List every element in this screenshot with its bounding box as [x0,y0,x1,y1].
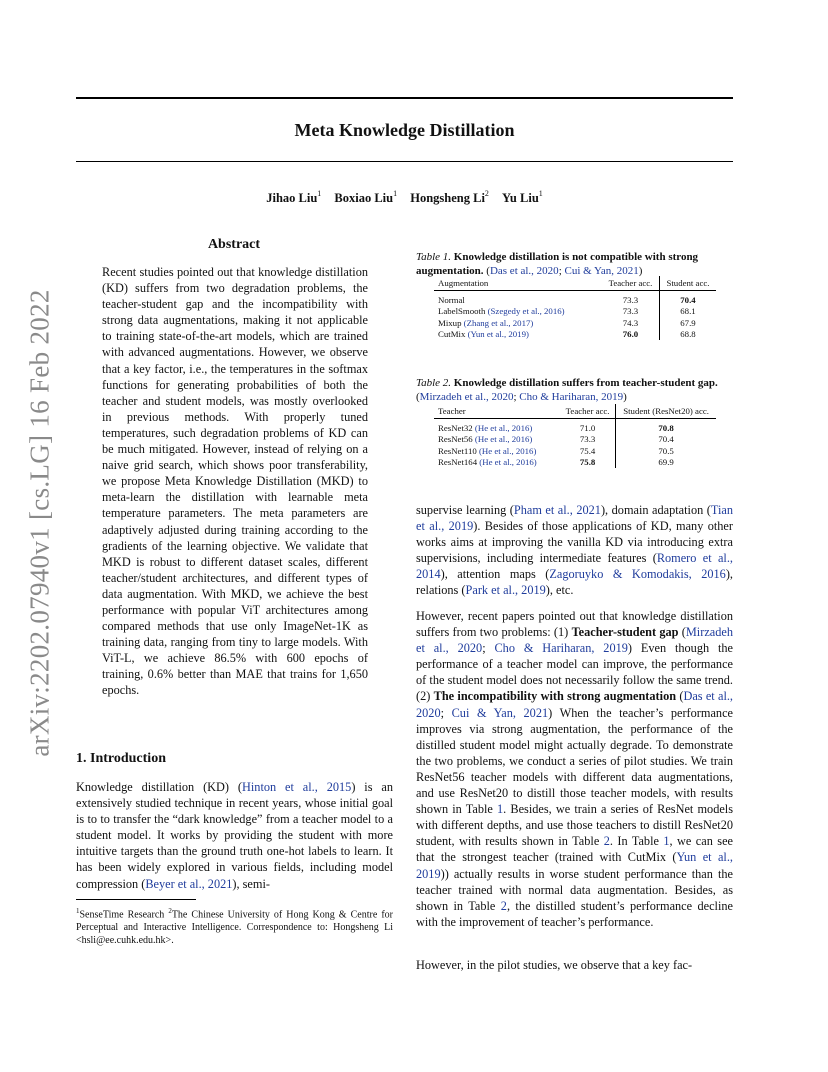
table1 [434,276,716,340]
table-row: ResNet110 (He et al., 2016) 75.4 70.5 [434,445,716,457]
citation-link[interactable]: Das et al., 2020 [416,689,734,720]
citation-link[interactable]: Cho & Hariharan, 2019 [519,391,624,403]
section-heading-introduction: 1. Introduction [76,751,166,766]
table-header: Student (ResNet20) acc. [616,404,716,419]
citation-link[interactable]: Mirzadeh et al., 2020 [419,391,514,403]
citation-link[interactable]: Pham et al., 2021 [513,503,601,517]
table1-caption: Table 1. Knowledge distillation is not compatible with strong augmentation. (Das et al., 2020; Cui & Yan, 2021) [416,251,699,277]
table-row: Normal 73.3 70.4 [434,291,716,306]
table-ref-link[interactable]: 2 [603,834,610,849]
table-row: CutMix (Yun et al., 2019) 76.0 68.8 [434,329,716,341]
intro-paragraph: Knowledge distillation (KD) (Hinton et al., 2015) is an extensively studied technique in recent years, whose initial goal is to to transfer the “dark knowledge” from a teacher model to a student model. It works by providing the student with more intuitive targets than the ground truth one-hot labels to learn. It has been widely explored in various fields, including model compression (Beyer et al., 2021), semi- [76,780,393,891]
citation-link[interactable]: Cui & Yan, 2021 [564,265,639,277]
table-row: LabelSmooth (Szegedy et al., 2016) 73.3 68.1 [434,306,716,318]
citation-link[interactable]: Beyer et al., 2021 [145,876,233,891]
title-bottom-rule [76,161,733,162]
arxiv-watermark: arXiv:2202.07940v1 [cs.LG] 16 Feb 2022 [24,288,55,757]
citation-link[interactable]: (He et al., 2016) [478,445,537,456]
citation-link[interactable]: Park et al., 2019 [465,583,546,598]
author-list [76,191,733,206]
table-ref-link[interactable]: 1 [497,802,504,817]
citation-link[interactable]: (He et al., 2016) [474,422,533,433]
body-paragraph: However, in the pilot studies, we observe that a key fac- [416,958,693,972]
table-row: ResNet56 (He et al., 2016) 73.3 70.4 [434,434,716,446]
citation-link[interactable]: (Zhang et al., 2017) [463,317,534,328]
body-paragraph: However, recent papers pointed out that knowledge distillation suffers from two problems: (1) Teacher-student gap (Mirzadeh et al., 2020; Cho & Hariharan, 2019) Even though the performance of a teacher model can improve, the performance of the student model does not necessarily follow the same trend. (2) The incompatibility with strong augmentation (Das et al., 2020; Cui & Yan, 2021) When the teacher’s performance improves via strong augmentation, the performance of the distilled student model might actually degrade. To demonstrate the two problems, we conduct a series of pilot studies. We train ResNet56 teacher models with different data augmentations, and use ResNet20 to distill those teacher models, with results shown in Table 1. Besides, we train a series of ResNet models with different depths, and use those teachers to distill ResNet20 student, with results shown in Table 2. In Table 1, we can see that the strongest teacher (trained with CutMix (Yun et al., 2019)) actually results in worse student performance than the teacher trained with normal data augmentation. Besides, as shown in Table 2, the distilled student’s performance decline with the improvement of teacher’s performance. [416,609,734,929]
body-paragraph: supervise learning (Pham et al., 2021), domain adaptation (Tian et al., 2019). Besides of those applications of KD, many other works aims at improving the vanilla KD via introducing extra supervisions, including intermediate features (Romero et al., 2014), attention maps (Zagoruyko & Komodakis, 2016), relations (Park et al., 2019), etc. [416,503,733,598]
title-top-rule [76,97,733,99]
citation-link[interactable]: Tian et al., 2019 [416,503,733,534]
citation-link[interactable]: (Yun et al., 2019) [467,329,529,340]
citation-link[interactable]: Cui & Yan, 2021 [451,705,549,720]
table-row: Mixup (Zhang et al., 2017) 74.3 67.9 [434,317,716,329]
author: Jihao Liu$^1$ [266,189,322,205]
paper-title: Meta Knowledge Distillation [294,120,515,140]
table-header: Teacher [438,406,466,416]
citation-link[interactable]: Yun et al., 2019 [416,850,733,881]
author: Yu Liu$^1$ [502,189,543,205]
citation-link[interactable]: Romero et al., 2014 [416,551,733,582]
citation-link[interactable]: (He et al., 2016) [479,457,537,468]
citation-link[interactable]: Zagoruyko & Komodakis, 2016 [549,567,726,582]
author: Boxiao Liu$^1$ [334,189,398,205]
citation-link[interactable]: (He et al., 2016) [474,434,533,445]
table-ref-link[interactable]: 1 [663,834,670,849]
footnote: $^1$SenseTime Research $^2$The Chinese University of Hong Kong & Centre for Perceptual and Interactive Intelligence. Correspondence to: Hongsheng Li <hsli@ee.cuhk.edu.hk>. [76,907,393,947]
table-header: Teacher acc. [565,406,610,416]
abstract-heading: Abstract [207,237,261,252]
table-header: Augmentation [438,278,489,288]
table2-caption: Table 2. Knowledge distillation suffers from teacher-student gap. (Mirzadeh et al., 2020; Cho & Hariharan, 2019) [416,377,718,403]
footnote-rule [76,899,196,900]
citation-link[interactable]: Mirzadeh et al., 2020 [416,625,733,656]
table-header: Student acc. [659,276,716,291]
table2 [434,404,716,468]
citation-link[interactable]: Das et al., 2020 [489,265,559,277]
abstract-text: Recent studies pointed out that knowledge distillation (KD) suffers from two degradation problems, the teacher-student gap and the incompatibility with strong data augmentations, making it not applicable to training state-of-the-art models, which are trained with advanced augmentations. However, we observe that a key factor, i.e., the temperatures in the softmax functions for generating probabilities of both the teacher and student models, was mostly overlooked in previous methods. With properly tuned temperatures, such degradation problems of KD can be much mitigated. However, instead of relying on a naive grid search, which shows poor transferability, we propose Meta Knowledge Distillation (MKD) to meta-learn the distillation with learnable meta temperature parameters. The meta parameters are adaptively adjusted during training according to the gradients of the learning objective. We validate that MKD is robust to different dataset scales, different teacher/student architectures, and different types of data augmentation. With MKD, we achieve the best performance with popular ViT architectures among compared methods that use only ImageNet-1K as training data, ranging from tiny to large models. With ViT-L, we achieve 86.5% with 600 epochs of training, 0.6% better than MAE that trains for 1,650 epochs. [102,265,368,698]
table-row: ResNet164 (He et al., 2016) 75.8 69.9 [434,457,716,469]
citation-link[interactable]: Hinton et al., 2015 [242,780,352,794]
table-header: Teacher acc. [608,278,653,288]
table-ref-link[interactable]: 2 [500,898,507,913]
citation-link[interactable]: Cho & Hariharan, 2019 [494,641,628,656]
author: Hongsheng Li$^2$ [410,189,489,205]
table-row: ResNet32 (He et al., 2016) 71.0 70.8 [434,419,716,434]
citation-link[interactable]: (Szegedy et al., 2016) [487,306,565,317]
